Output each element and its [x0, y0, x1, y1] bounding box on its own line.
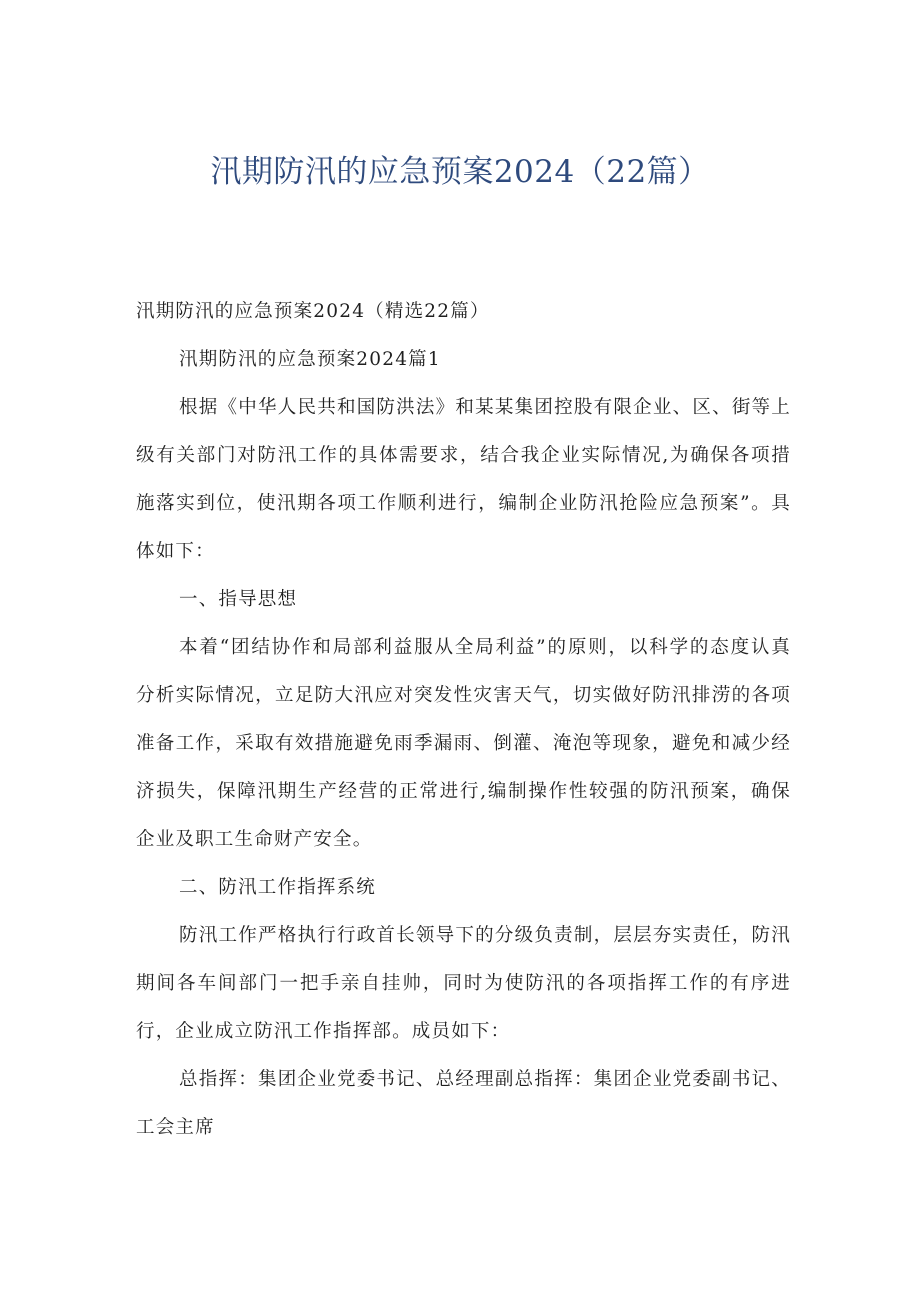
paragraph-command-system: 防汛工作严格执行行政首长领导下的分级负责制，层层夯实责任，防汛期间各车间部门一把手亲自挂帅，同时为使防汛的各项指挥工作的有序进行，企业成立防汛工作指挥部。成员如下： [136, 925, 791, 1042]
document-title: 汛期防汛的应急预案2024（22篇） [210, 154, 710, 190]
paragraph-subtitle: 汛期防汛的应急预案2024（精选22篇） [136, 301, 490, 322]
heading-guiding-ideology: 一、指导思想 [179, 589, 298, 610]
paragraph-guiding-ideology: 本着“团结协作和局部利益服从全局利益”的原则，以科学的态度认真分析实际情况，立足防大汛应对突发性灾害天气，切实做好防汛排涝的各项准备工作，采取有效措施避免雨季漏雨、倒灌、淹泡等现象，避免和减少经济损失，保障汛期生产经营的正常进行,编制操作性较强的防汛预案，确保企业及职工生命财产安全。 [136, 637, 791, 850]
paragraph-commanders: 总指挥：集团企业党委书记、总经理副总指挥：集团企业党委副书记、工会主席 [136, 1069, 791, 1138]
paragraph-section-heading: 汛期防汛的应急预案2024篇1 [179, 349, 441, 370]
paragraph-intro: 根据《中华人民共和国防洪法》和某某集团控股有限企业、区、街等上级有关部门对防汛工作的具体需要求，结合我企业实际情况,为确保各项措施落实到位，使汛期各项工作顺利进行，编制企业防汛抢险应急预案”。具体如下： [136, 397, 791, 562]
document-body [136, 288, 791, 1152]
heading-command-system: 二、防汛工作指挥系统 [179, 877, 377, 898]
